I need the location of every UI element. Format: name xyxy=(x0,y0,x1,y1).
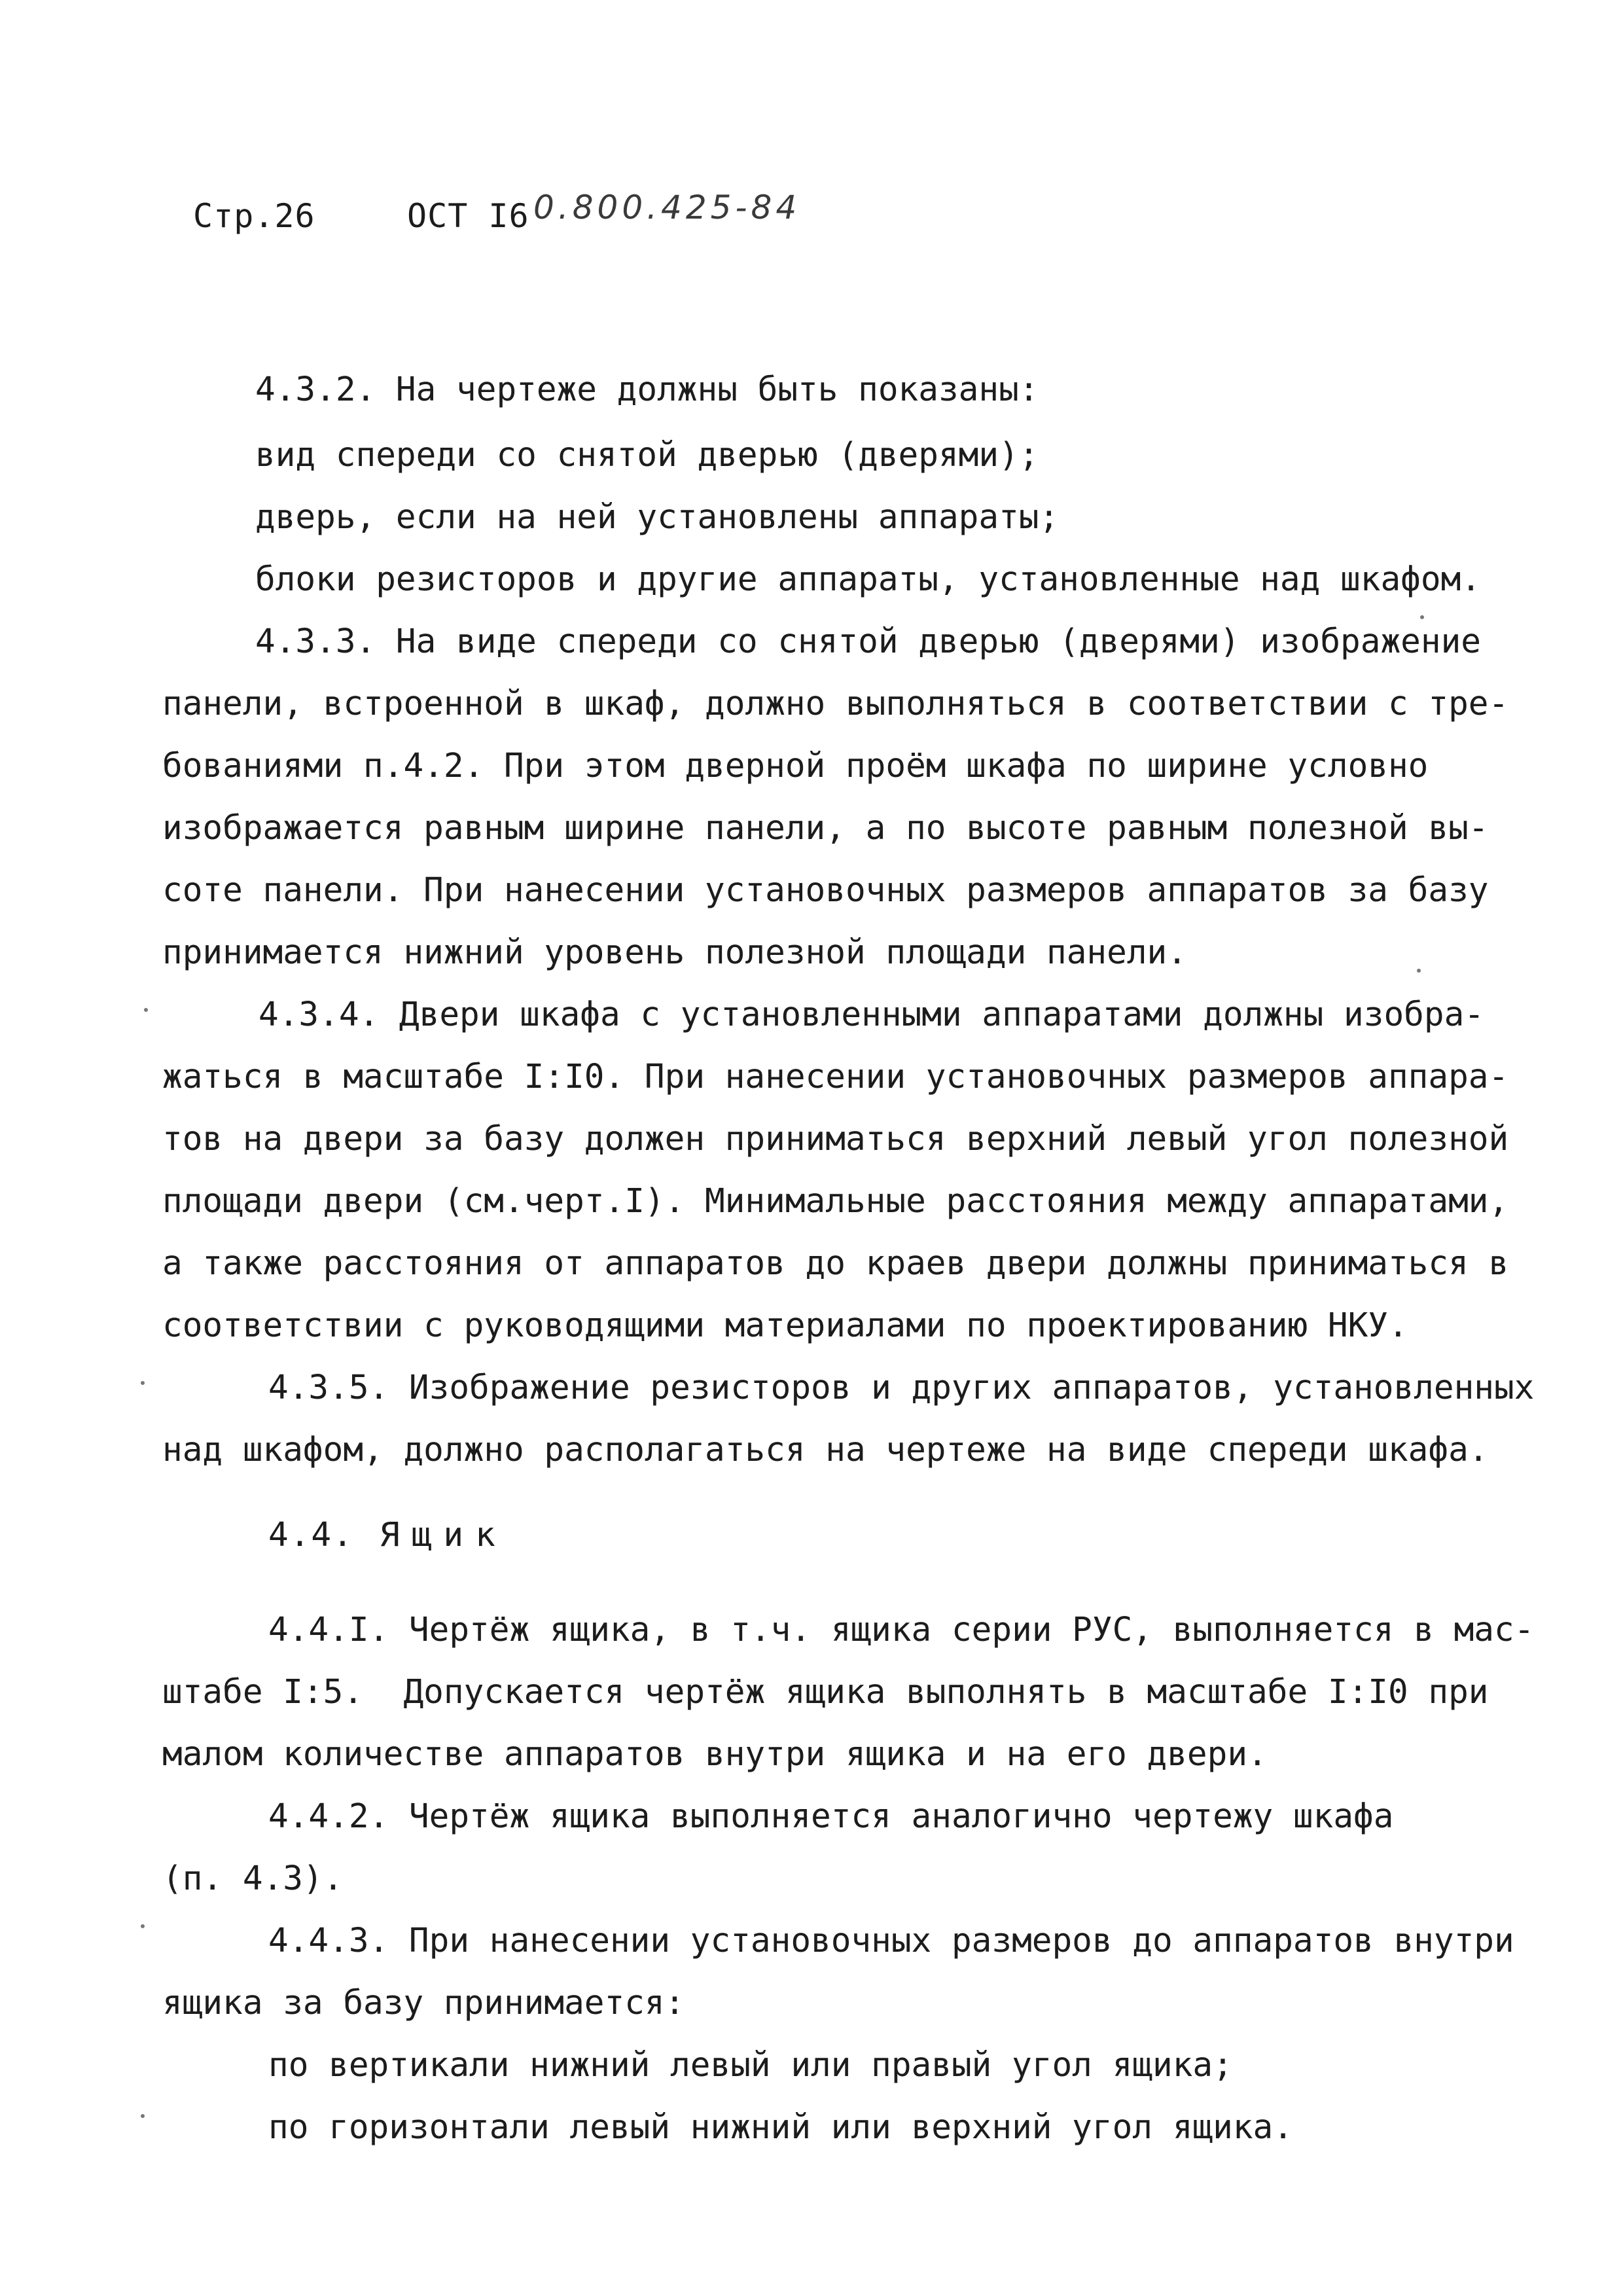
para-4-4-2-line-2: (п. 4.3). xyxy=(162,1859,344,1898)
para-4-3-2-line-4: блоки резисторов и другие аппараты, установленные над шкафом. xyxy=(255,560,1481,599)
para-4-4-1-line-1: 4.4.I. Чертёж ящика, в т.ч. ящика серии РУС, выполняется в мас- xyxy=(268,1611,1535,1649)
para-4-3-5-line-1: 4.3.5. Изображение резисторов и других аппаратов, установленных xyxy=(268,1369,1535,1407)
scan-speck xyxy=(141,2114,145,2118)
para-4-3-4-line-4: площади двери (см.черт.I). Минимальные расстояния между аппаратами, xyxy=(162,1182,1509,1221)
scan-speck xyxy=(141,1924,145,1928)
para-4-3-5-line-2: над шкафом, должно располагаться на чертеже на виде спереди шкафа. xyxy=(162,1431,1489,1469)
para-4-3-3-line-4: изображается равным ширине панели, а по высоте равным полезной вы- xyxy=(162,809,1489,848)
para-4-4-2-line-1: 4.4.2. Чертёж ящика выполняется аналогично чертежу шкафа xyxy=(268,1797,1394,1836)
para-4-3-4-line-5: а также расстояния от аппаратов до краев двери должны приниматься в xyxy=(162,1244,1509,1283)
section-4-4-title: Ящик xyxy=(380,1516,507,1554)
section-4-4-number: 4.4. xyxy=(268,1516,354,1554)
para-4-3-2-line-3: дверь, если на ней установлены аппараты; xyxy=(255,498,1060,537)
para-4-3-2-line-2: вид спереди со снятой дверью (дверями); xyxy=(255,436,1039,475)
para-4-4-3-line-4: по горизонтали левый нижний или верхний угол ящика. xyxy=(268,2108,1293,2147)
para-4-4-3-line-3: по вертикали нижний левый или правый угол ящика; xyxy=(268,2046,1233,2085)
standard-number-handwritten: 0.800.425-84 xyxy=(533,188,801,226)
scan-speck xyxy=(1417,969,1421,973)
para-4-3-3-line-5: соте панели. При нанесении установочных размеров аппаратов за базу xyxy=(162,871,1489,910)
scan-speck xyxy=(1420,615,1424,619)
para-4-3-3-line-1: 4.3.3. На виде спереди со снятой дверью (дверями) изображение xyxy=(255,622,1481,661)
para-4-3-4-line-1: 4.3.4. Двери шкафа с установленными аппаратами должны изобра- xyxy=(259,996,1484,1034)
para-4-3-4-line-6: соответствии с руководящими материалами по проектированию НКУ. xyxy=(162,1306,1408,1345)
para-4-3-3-line-2: панели, встроенной в шкаф, должно выполняться в соответствии с тре- xyxy=(162,685,1509,723)
para-4-4-1-line-3: малом количестве аппаратов внутри ящика и на его двери. xyxy=(162,1735,1268,1774)
scan-speck xyxy=(144,1008,148,1012)
para-4-3-3-line-6: принимается нижний уровень полезной площади панели. xyxy=(162,933,1187,972)
para-4-3-2-line-1: 4.3.2. На чертеже должны быть показаны: xyxy=(255,370,1039,409)
para-4-4-1-line-2: штабе I:5. Допускается чертёж ящика выполнять в масштабе I:I0 при xyxy=(162,1673,1489,1712)
para-4-4-3-line-2: ящика за базу принимается: xyxy=(162,1984,685,2022)
para-4-3-4-line-3: тов на двери за базу должен приниматься верхний левый угол полезной xyxy=(162,1120,1509,1158)
page-number: Стр.26 xyxy=(193,197,315,235)
para-4-4-3-line-1: 4.4.3. При нанесении установочных размеров до аппаратов внутри xyxy=(268,1922,1514,1960)
scan-speck xyxy=(141,1381,145,1385)
para-4-3-3-line-3: бованиями п.4.2. При этом дверной проём шкафа по ширине условно xyxy=(162,747,1429,785)
standard-prefix: ОСТ I6 xyxy=(407,197,529,235)
para-4-3-4-line-2: жаться в масштабе I:I0. При нанесении установочных размеров аппара- xyxy=(162,1058,1509,1096)
